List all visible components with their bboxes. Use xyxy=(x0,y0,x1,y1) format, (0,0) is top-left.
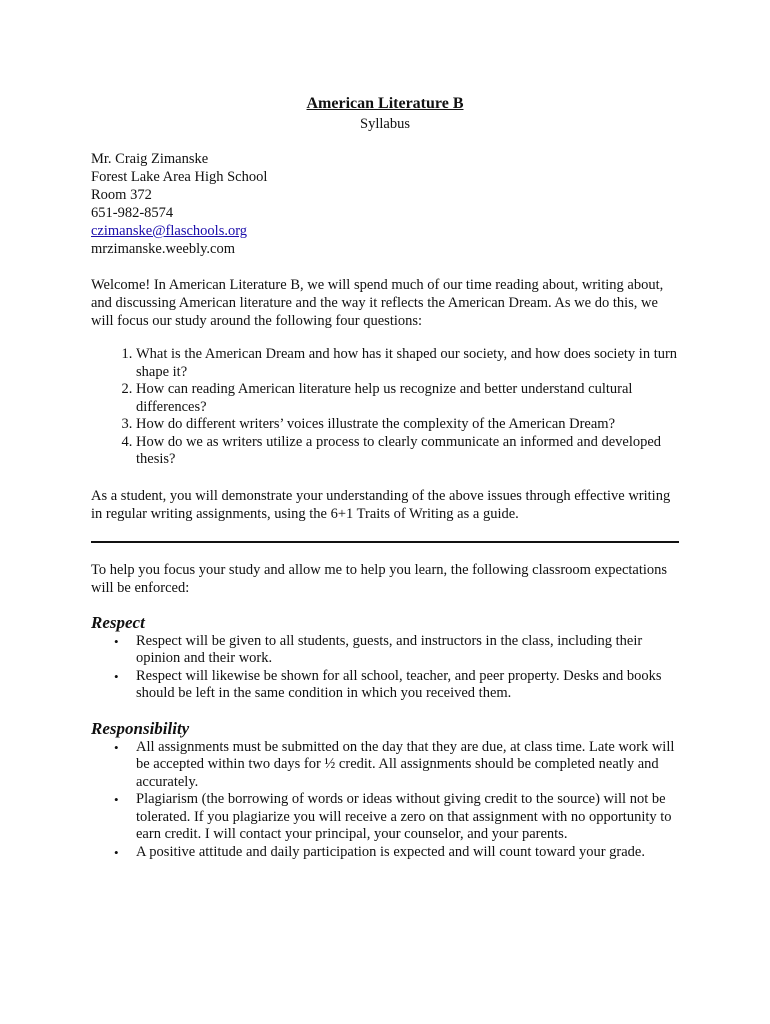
document-subtitle: Syllabus xyxy=(360,116,410,132)
section-heading-responsibility: Responsibility xyxy=(91,718,190,738)
website-text: mrzimanske.weebly.com xyxy=(91,241,236,257)
list-item-text: Respect will be given to all students, guests, and instructors in the class, including their opinion and their work. xyxy=(136,632,643,666)
questions-list xyxy=(91,346,679,469)
responsibility-list xyxy=(91,739,679,862)
bullet-icon: • xyxy=(114,633,119,649)
list-item xyxy=(114,632,679,668)
list-item xyxy=(114,843,679,862)
question-item: 4. How do we as writers utilize a process to clearly communicate an informed and developed thesis? xyxy=(136,434,679,469)
list-item-text: A positive attitude and daily participation is expected and will count toward your grade. xyxy=(136,843,645,860)
list-item-text: Plagiarism (the borrowing of words or ideas without giving credit to the source) will not be tolerated. If you plagiarize you will receive a zero on that assignment with no opportunity to earn credit. I will contact your principal, your counselor, and your parents. xyxy=(136,791,672,842)
list-item-text: All assignments must be submitted on the day that they are due, at class time. Late work will be accepted within two days for ½ credit. All assignments should be completed neatly and accurately. xyxy=(136,738,675,790)
expectations-intro: To help you focus your study and allow me to help you learn, the following classroom expectations will be enforced: xyxy=(91,561,668,596)
bullet-icon: • xyxy=(114,792,119,807)
intro-paragraph: Welcome! In American Literature B, we will spend much of our time reading about, writing about, and discussing American literature and the way it reflects the American Dream. As we do this, we will focus our study around the following four questions: xyxy=(91,277,664,329)
school-name: Forest Lake Area High School xyxy=(91,169,268,185)
question-item: 1. What is the American Dream and how has it shaped our society, and how does society in turn shape it? xyxy=(136,346,679,381)
email-link[interactable]: czimanske@flaschools.org xyxy=(91,223,248,239)
list-item-text: Respect will likewise be shown for all school, teacher, and peer property. Desks and books should be left in the same condition in which you received them. xyxy=(136,667,662,701)
list-item xyxy=(114,667,679,703)
teacher-name: Mr. Craig Zimanske xyxy=(91,151,209,167)
bullet-icon: • xyxy=(114,844,119,860)
document-title: American Literature B xyxy=(306,95,464,112)
respect-list xyxy=(91,633,679,703)
question-item: 2. How can reading American literature help us recognize and better understand cultural differences? xyxy=(136,381,679,416)
section-heading-respect: Respect xyxy=(91,612,145,632)
question-item: 3. How do different writers’ voices illustrate the complexity of the American Dream? xyxy=(136,416,679,434)
bullet-icon: • xyxy=(114,739,119,755)
contact-block xyxy=(91,150,679,258)
bullet-icon: • xyxy=(114,668,119,684)
horizontal-divider xyxy=(91,541,679,543)
list-item xyxy=(114,738,679,792)
room-number: Room 372 xyxy=(91,187,152,203)
list-item xyxy=(114,791,679,844)
closing-paragraph: As a student, you will demonstrate your understanding of the above issues through effective writing in regular writing assignments, using the 6+1 Traits of Writing as a guide. xyxy=(91,487,671,522)
phone-number: 651-982-8574 xyxy=(91,205,174,221)
